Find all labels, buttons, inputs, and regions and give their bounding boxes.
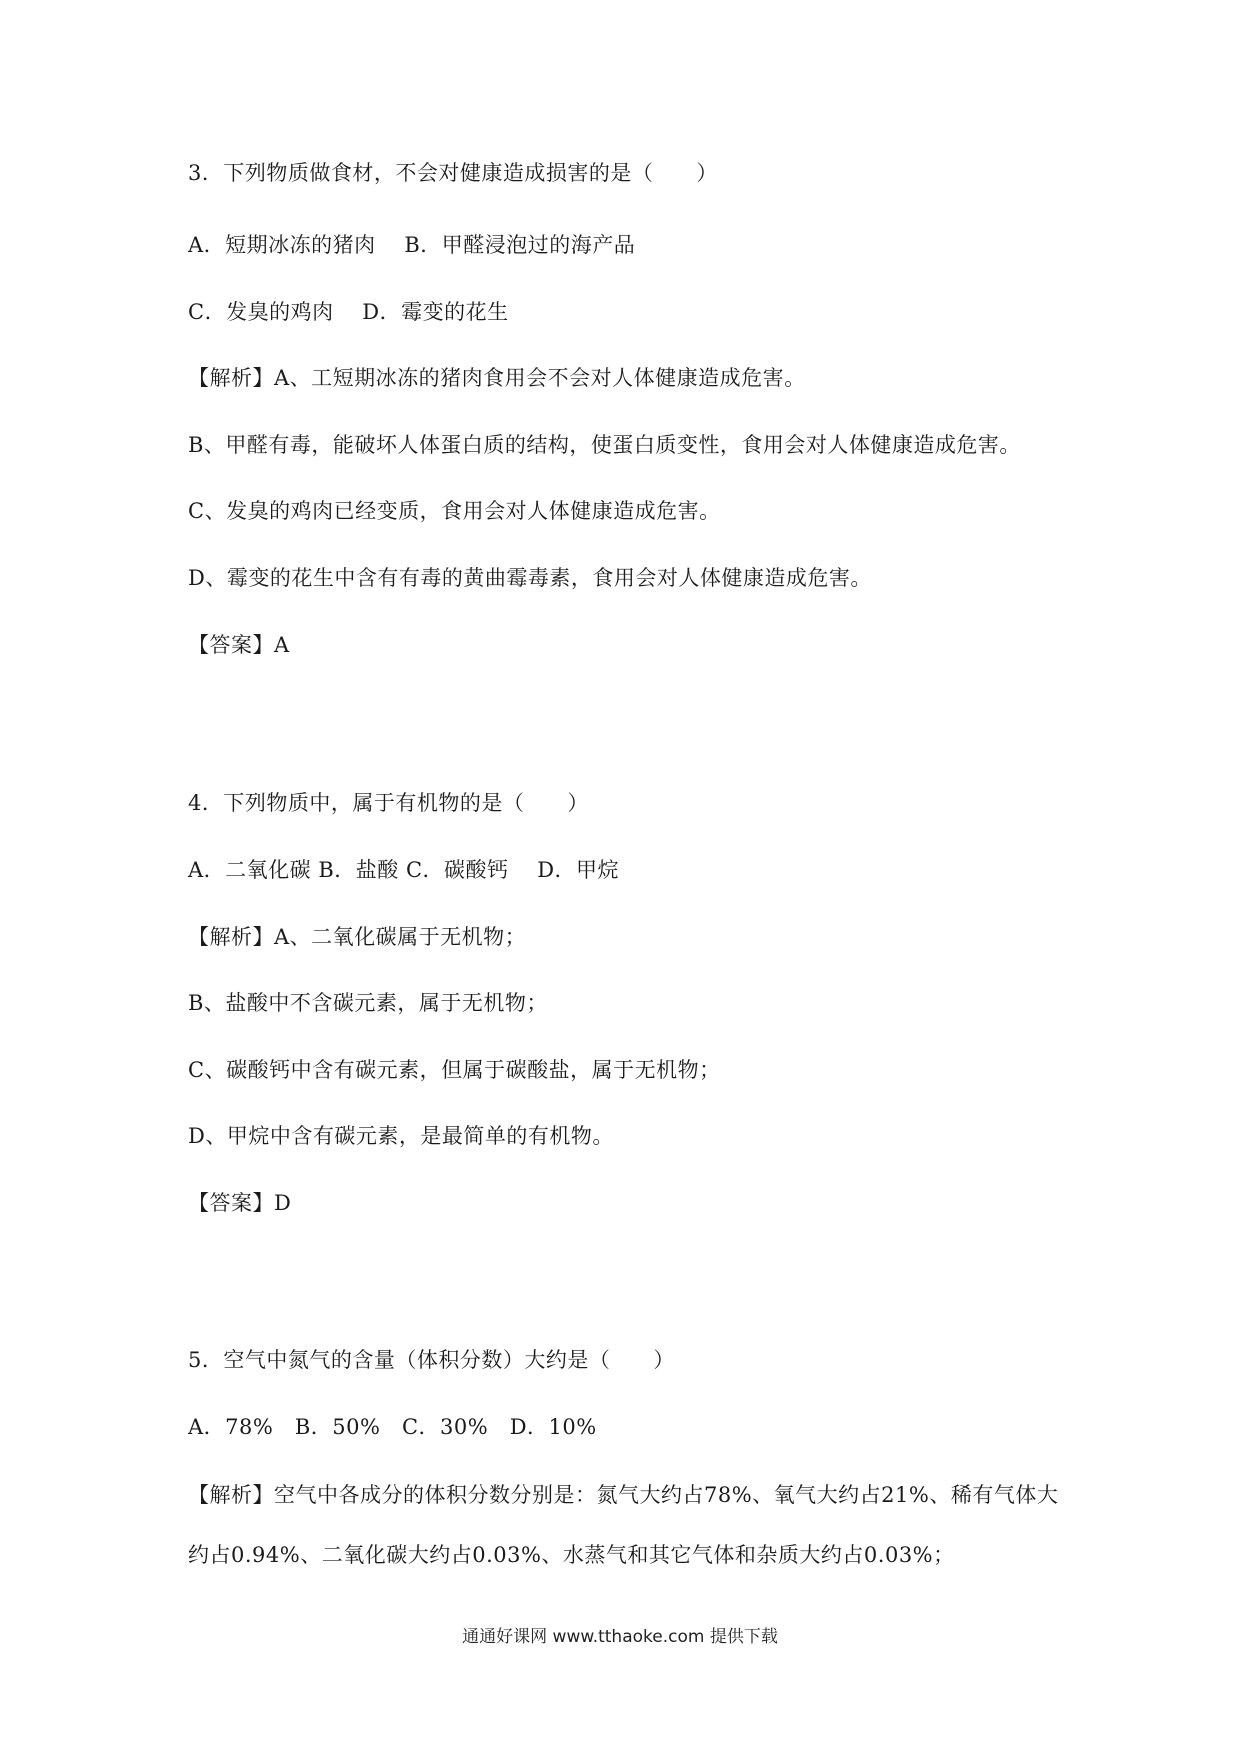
page-footer: 通通好课网 www.tthaoke.com 提供下载 xyxy=(462,1627,778,1647)
q3-analysis-line1: 【解析】A、工短期冰冻的猪肉食用会不会对人体健康造成危害。 xyxy=(188,366,806,390)
q3-analysis-line4: D、霉变的花生中含有有毒的黄曲霉毒素，食用会对人体健康造成危害。 xyxy=(188,566,872,590)
q4-analysis-line3: C、碳酸钙中含有碳元素，但属于碳酸盐，属于无机物； xyxy=(188,1058,721,1082)
q5-analysis-line1: 【解析】空气中各成分的体积分数分别是：氮气大约占78%、氧气大约占21%、稀有气体大 xyxy=(188,1483,1059,1507)
q5-options-line1: A．78% B．50% C．30% D．10% xyxy=(188,1415,597,1439)
q4-answer: 【答案】D xyxy=(188,1191,292,1215)
q3-answer: 【答案】A xyxy=(188,633,290,657)
q4-options-line1: A．二氧化碳 B．盐酸 C．碳酸钙 D．甲烷 xyxy=(188,858,620,882)
q4-analysis-line2: B、盐酸中不含碳元素，属于无机物； xyxy=(188,991,548,1015)
q5-analysis-line2: 约占0.94%、二氧化碳大约占0.03%、水蒸气和其它气体和杂质大约占0.03%； xyxy=(188,1543,955,1567)
q4-analysis-line1: 【解析】A、二氧化碳属于无机物； xyxy=(188,925,527,949)
q3-options-line1: A．短期冰冻的猪肉 B．甲醛浸泡过的海产品 xyxy=(188,233,636,257)
q3-options-line2: C．发臭的鸡肉 D．霉变的花生 xyxy=(188,300,509,324)
q5-stem: 5．空气中氮气的含量（体积分数）大约是（ ） xyxy=(188,1348,675,1372)
q3-stem: 3．下列物质做食材，不会对健康造成损害的是（ ） xyxy=(188,161,718,185)
q4-analysis-line4: D、甲烷中含有碳元素，是最简单的有机物。 xyxy=(188,1124,614,1148)
q4-stem: 4．下列物质中，属于有机物的是（ ） xyxy=(188,791,589,815)
q3-analysis-line2: B、甲醛有毒，能破坏人体蛋白质的结构，使蛋白质变性，食用会对人体健康造成危害。 xyxy=(188,433,1021,457)
q3-analysis-line3: C、发臭的鸡肉已经变质，食用会对人体健康造成危害。 xyxy=(188,499,721,523)
